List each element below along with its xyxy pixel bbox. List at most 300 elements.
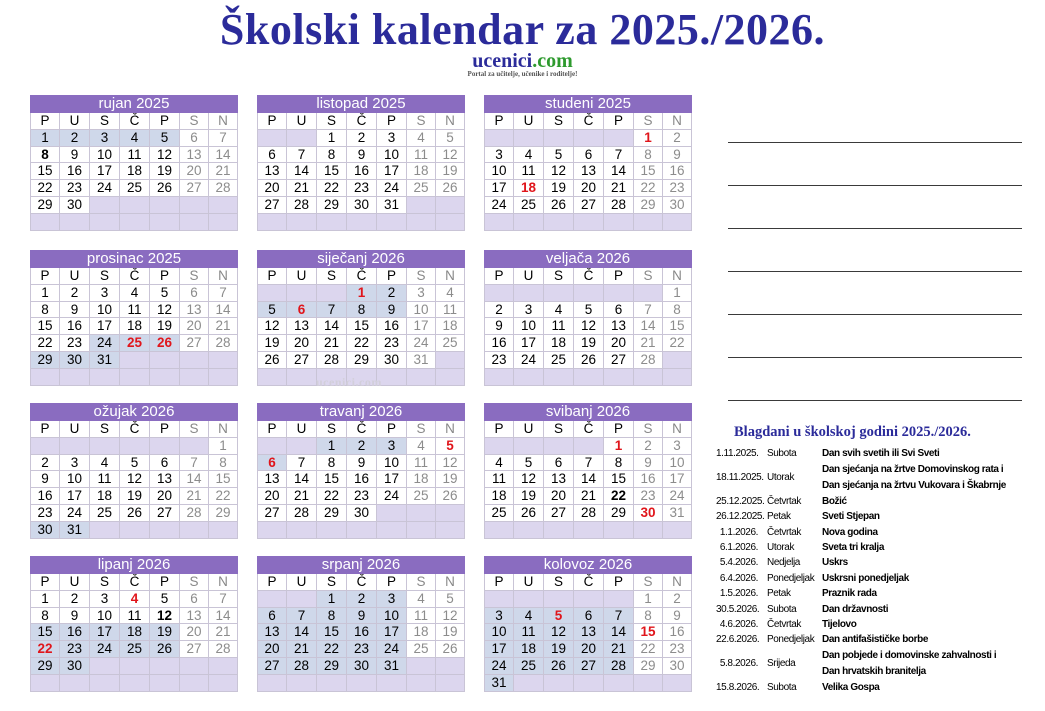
empty-cell — [663, 675, 692, 692]
day-cell: 28 — [574, 505, 604, 522]
day-cell: 21 — [604, 180, 634, 197]
day-cell: 25 — [407, 180, 436, 197]
holiday-date: 1.11.2025. — [716, 448, 759, 460]
holiday-name: Dan sjećanja na žrtve Domovinskog rata i Dan sjećanja na žrtvu Vukovara i Škabrnje — [822, 464, 1006, 492]
day-cell: 17 — [90, 318, 120, 335]
weekday-label: U — [514, 421, 544, 438]
empty-cell — [544, 522, 574, 539]
month-11 — [257, 556, 465, 692]
day-cell: 24 — [377, 488, 407, 505]
month-days-grid — [484, 268, 692, 386]
day-cell: 14 — [287, 471, 317, 488]
day-cell: 31 — [377, 658, 407, 675]
empty-cell — [257, 522, 287, 539]
month-1 — [30, 95, 238, 231]
day-cell: 12 — [574, 318, 604, 335]
holiday-row — [716, 571, 1036, 586]
month-header: srpanj 2026 — [257, 556, 465, 574]
empty-cell — [377, 522, 407, 539]
empty-cell — [634, 369, 663, 386]
day-cell: 16 — [377, 318, 407, 335]
day-cell: 24 — [90, 180, 120, 197]
day-cell: 13 — [574, 163, 604, 180]
day-cell: 2 — [347, 130, 377, 147]
weekday-label: U — [60, 574, 90, 591]
day-cell: 6 — [150, 455, 180, 472]
day-cell: 20 — [180, 624, 209, 641]
day-cell: 20 — [180, 318, 209, 335]
weekday-label: S — [180, 421, 209, 438]
day-cell: 2 — [663, 130, 692, 147]
empty-cell — [377, 505, 407, 522]
day-cell: 20 — [150, 488, 180, 505]
day-cell: 12 — [436, 455, 465, 472]
day-cell: 17 — [60, 488, 90, 505]
day-cell: 6 — [180, 130, 209, 147]
day-cell: 17 — [377, 163, 407, 180]
day-cell: 21 — [209, 163, 238, 180]
holiday-date: 1.5.2026. — [719, 588, 758, 600]
day-cell: 10 — [377, 608, 407, 625]
empty-cell — [604, 675, 634, 692]
empty-cell — [317, 675, 347, 692]
empty-cell — [574, 675, 604, 692]
empty-cell — [604, 522, 634, 539]
day-cell: 11 — [407, 147, 436, 164]
empty-cell — [574, 522, 604, 539]
day-cell: 2 — [634, 438, 663, 455]
empty-cell — [544, 369, 574, 386]
page-title: Školski kalendar za 2025./2026. — [219, 5, 826, 54]
holiday-weekday: Utorak — [767, 472, 795, 484]
day-cell: 7 — [317, 302, 347, 319]
holiday-weekday: Ponedjeljak — [767, 572, 815, 584]
holiday-row — [716, 447, 1036, 462]
day-cell: 27 — [257, 505, 287, 522]
day-cell: 10 — [377, 147, 407, 164]
weekday-label: P — [377, 268, 407, 285]
day-cell: 6 — [257, 608, 287, 625]
weekday-label: P — [377, 113, 407, 130]
day-cell: 19 — [436, 624, 465, 641]
holiday-row — [716, 648, 1036, 680]
day-cell: 10 — [407, 302, 436, 319]
month-4 — [30, 250, 238, 386]
day-cell: 21 — [287, 641, 317, 658]
day-cell: 3 — [90, 285, 120, 302]
empty-cell — [484, 130, 514, 147]
empty-cell — [436, 505, 465, 522]
day-cell: 18 — [484, 488, 514, 505]
day-cell: 28 — [287, 197, 317, 214]
empty-cell — [60, 214, 90, 231]
day-cell: 7 — [604, 147, 634, 164]
day-cell: 13 — [574, 624, 604, 641]
month-days-grid — [257, 268, 465, 386]
day-cell: 25 — [120, 335, 150, 352]
day-cell: 18 — [436, 318, 465, 335]
holiday-name: Sveta tri kralja — [822, 542, 884, 554]
weekday-label: P — [377, 574, 407, 591]
day-cell: 24 — [90, 335, 120, 352]
empty-cell — [257, 130, 287, 147]
day-cell: 11 — [120, 302, 150, 319]
month-days-grid — [30, 574, 238, 692]
empty-cell — [257, 369, 287, 386]
holiday-row — [716, 633, 1036, 648]
notes-lines — [728, 100, 1022, 401]
day-cell: 9 — [663, 147, 692, 164]
empty-cell — [634, 675, 663, 692]
day-cell: 26 — [150, 180, 180, 197]
holiday-weekday: Petak — [767, 588, 791, 600]
day-cell: 16 — [634, 471, 663, 488]
empty-cell — [257, 675, 287, 692]
day-cell: 25 — [484, 505, 514, 522]
day-cell: 15 — [634, 163, 663, 180]
empty-cell — [287, 130, 317, 147]
day-cell: 4 — [90, 455, 120, 472]
empty-cell — [209, 658, 238, 675]
empty-cell — [317, 522, 347, 539]
day-cell: 8 — [317, 608, 347, 625]
holiday-weekday: Četvrtak — [767, 495, 802, 507]
weekday-label: P — [484, 268, 514, 285]
day-cell: 22 — [30, 335, 60, 352]
day-cell: 17 — [663, 471, 692, 488]
day-cell: 25 — [514, 197, 544, 214]
month-2 — [257, 95, 465, 231]
day-cell: 27 — [257, 197, 287, 214]
day-cell: 9 — [30, 471, 60, 488]
holiday-weekday: Subota — [767, 603, 797, 615]
day-cell: 7 — [209, 285, 238, 302]
weekday-label: U — [287, 268, 317, 285]
day-cell: 11 — [90, 471, 120, 488]
holiday-name: Sveti Stjepan — [822, 511, 880, 523]
day-cell: 20 — [604, 335, 634, 352]
month-12 — [484, 556, 692, 692]
weekday-label: Č — [120, 574, 150, 591]
weekday-label: Č — [347, 113, 377, 130]
weekday-label: P — [484, 421, 514, 438]
day-cell: 6 — [604, 302, 634, 319]
day-cell: 13 — [257, 624, 287, 641]
day-cell: 20 — [574, 641, 604, 658]
weekday-label: U — [514, 268, 544, 285]
empty-cell — [544, 591, 574, 608]
holiday-row — [716, 541, 1036, 556]
weekday-label: N — [209, 421, 238, 438]
empty-cell — [120, 658, 150, 675]
day-cell: 8 — [634, 147, 663, 164]
day-cell: 17 — [90, 624, 120, 641]
day-cell: 25 — [90, 505, 120, 522]
weekday-label: N — [663, 113, 692, 130]
day-cell: 15 — [30, 163, 60, 180]
day-cell: 23 — [484, 352, 514, 369]
month-days-grid — [30, 421, 238, 539]
weekday-label: S — [90, 113, 120, 130]
day-cell: 30 — [60, 352, 90, 369]
empty-cell — [30, 369, 60, 386]
day-cell: 21 — [180, 488, 209, 505]
month-days-grid — [257, 421, 465, 539]
month-3 — [484, 95, 692, 231]
empty-cell — [317, 285, 347, 302]
weekday-label: Č — [347, 574, 377, 591]
day-cell: 24 — [90, 641, 120, 658]
month-header: veljača 2026 — [484, 250, 692, 268]
day-cell: 6 — [287, 302, 317, 319]
weekday-label: Č — [120, 421, 150, 438]
day-cell: 8 — [209, 455, 238, 472]
day-cell: 17 — [484, 180, 514, 197]
day-cell: 24 — [484, 658, 514, 675]
day-cell: 5 — [544, 147, 574, 164]
empty-cell — [514, 522, 544, 539]
day-cell: 4 — [484, 455, 514, 472]
weekday-label: U — [60, 421, 90, 438]
day-cell: 27 — [574, 197, 604, 214]
holiday-name: Uskrsni ponedjeljak — [822, 572, 909, 584]
day-cell: 18 — [120, 163, 150, 180]
day-cell: 2 — [60, 591, 90, 608]
weekday-label: Č — [120, 113, 150, 130]
holidays-list — [716, 447, 1036, 696]
day-cell: 1 — [317, 591, 347, 608]
holidays-title: Blagdani u školskoj godini 2025./2026. — [734, 424, 971, 440]
holiday-name: Dan državnosti — [822, 603, 889, 615]
month-header: svibanj 2026 — [484, 403, 692, 421]
day-cell: 16 — [663, 624, 692, 641]
empty-cell — [30, 438, 60, 455]
weekday-label: N — [663, 421, 692, 438]
day-cell: 4 — [407, 591, 436, 608]
day-cell: 2 — [377, 285, 407, 302]
day-cell: 28 — [287, 505, 317, 522]
day-cell: 19 — [150, 318, 180, 335]
day-cell: 7 — [209, 591, 238, 608]
empty-cell — [436, 352, 465, 369]
day-cell: 10 — [377, 455, 407, 472]
empty-cell — [634, 214, 663, 231]
day-cell: 28 — [604, 197, 634, 214]
day-cell: 15 — [209, 471, 238, 488]
holiday-name: Praznik rada — [822, 588, 877, 600]
weekday-label: P — [30, 113, 60, 130]
day-cell: 22 — [663, 335, 692, 352]
day-cell: 13 — [257, 471, 287, 488]
empty-cell — [209, 675, 238, 692]
holiday-date: 6.4.2026. — [719, 572, 758, 584]
day-cell: 25 — [436, 335, 465, 352]
weekday-label: P — [257, 574, 287, 591]
day-cell: 27 — [257, 658, 287, 675]
day-cell: 22 — [30, 641, 60, 658]
empty-cell — [484, 591, 514, 608]
empty-cell — [514, 675, 544, 692]
empty-cell — [90, 658, 120, 675]
day-cell: 21 — [604, 641, 634, 658]
empty-cell — [209, 197, 238, 214]
weekday-label: N — [209, 574, 238, 591]
day-cell: 24 — [663, 488, 692, 505]
empty-cell — [574, 438, 604, 455]
weekday-label: S — [180, 113, 209, 130]
day-cell: 26 — [544, 197, 574, 214]
day-cell: 8 — [634, 608, 663, 625]
day-cell: 25 — [407, 488, 436, 505]
day-cell: 20 — [257, 488, 287, 505]
day-cell: 13 — [287, 318, 317, 335]
empty-cell — [257, 285, 287, 302]
holiday-weekday: Subota — [767, 448, 797, 460]
empty-cell — [574, 369, 604, 386]
day-cell: 17 — [484, 641, 514, 658]
day-cell: 21 — [317, 335, 347, 352]
day-cell: 20 — [544, 488, 574, 505]
day-cell: 15 — [604, 471, 634, 488]
day-cell: 31 — [484, 675, 514, 692]
day-cell: 9 — [347, 608, 377, 625]
day-cell: 22 — [634, 180, 663, 197]
day-cell: 2 — [60, 285, 90, 302]
empty-cell — [209, 214, 238, 231]
month-days-grid — [484, 421, 692, 539]
day-cell: 18 — [514, 641, 544, 658]
month-header: listopad 2025 — [257, 95, 465, 113]
day-cell: 14 — [209, 147, 238, 164]
day-cell: 10 — [60, 471, 90, 488]
day-cell: 16 — [60, 624, 90, 641]
holiday-weekday: Ponedjeljak — [767, 634, 815, 646]
empty-cell — [663, 352, 692, 369]
month-days-grid — [484, 113, 692, 231]
day-cell: 26 — [574, 352, 604, 369]
empty-cell — [436, 214, 465, 231]
day-cell: 14 — [287, 163, 317, 180]
holiday-name: Tijelovo — [822, 619, 857, 630]
day-cell: 19 — [257, 335, 287, 352]
empty-cell — [90, 214, 120, 231]
empty-cell — [287, 522, 317, 539]
day-cell: 14 — [287, 624, 317, 641]
day-cell: 28 — [604, 658, 634, 675]
day-cell: 23 — [347, 641, 377, 658]
empty-cell — [436, 675, 465, 692]
weekday-label: U — [287, 113, 317, 130]
holiday-row — [716, 556, 1036, 571]
empty-cell — [544, 214, 574, 231]
day-cell: 18 — [90, 488, 120, 505]
empty-cell — [514, 591, 544, 608]
empty-cell — [377, 675, 407, 692]
day-cell: 28 — [209, 180, 238, 197]
day-cell: 5 — [436, 130, 465, 147]
day-cell: 16 — [60, 318, 90, 335]
day-cell: 20 — [287, 335, 317, 352]
empty-cell — [407, 522, 436, 539]
day-cell: 14 — [634, 318, 663, 335]
day-cell: 3 — [484, 147, 514, 164]
empty-cell — [209, 522, 238, 539]
weekday-label: P — [604, 268, 634, 285]
empty-cell — [407, 197, 436, 214]
day-cell: 4 — [514, 608, 544, 625]
empty-cell — [150, 197, 180, 214]
empty-cell — [180, 658, 209, 675]
day-cell: 26 — [436, 488, 465, 505]
holiday-date: 25.12.2025. — [716, 495, 765, 507]
empty-cell — [60, 438, 90, 455]
weekday-label: N — [436, 113, 465, 130]
empty-cell — [574, 130, 604, 147]
weekday-label: N — [436, 574, 465, 591]
day-cell: 4 — [120, 285, 150, 302]
empty-cell — [514, 130, 544, 147]
day-cell: 1 — [30, 130, 60, 147]
day-cell: 22 — [604, 488, 634, 505]
day-cell: 3 — [377, 438, 407, 455]
day-cell: 21 — [574, 488, 604, 505]
weekday-label: S — [407, 268, 436, 285]
day-cell: 22 — [317, 488, 347, 505]
day-cell: 27 — [150, 505, 180, 522]
day-cell: 27 — [287, 352, 317, 369]
empty-cell — [347, 214, 377, 231]
watermark: ucenici.com — [316, 375, 382, 389]
empty-cell — [150, 658, 180, 675]
month-header: lipanj 2026 — [30, 556, 238, 574]
empty-cell — [436, 522, 465, 539]
day-cell: 8 — [30, 147, 60, 164]
day-cell: 1 — [604, 438, 634, 455]
empty-cell — [663, 214, 692, 231]
empty-cell — [317, 214, 347, 231]
day-cell: 31 — [90, 352, 120, 369]
day-cell: 25 — [544, 352, 574, 369]
day-cell: 1 — [209, 438, 238, 455]
day-cell: 10 — [663, 455, 692, 472]
day-cell: 1 — [317, 130, 347, 147]
day-cell: 1 — [663, 285, 692, 302]
day-cell: 4 — [544, 302, 574, 319]
empty-cell — [180, 438, 209, 455]
empty-cell — [209, 369, 238, 386]
day-cell: 30 — [347, 505, 377, 522]
day-cell: 2 — [663, 591, 692, 608]
day-cell: 19 — [544, 641, 574, 658]
day-cell: 5 — [514, 455, 544, 472]
day-cell: 30 — [663, 658, 692, 675]
day-cell: 2 — [30, 455, 60, 472]
weekday-label: P — [257, 421, 287, 438]
holiday-date: 5.8.2026. — [719, 658, 758, 670]
empty-cell — [484, 285, 514, 302]
day-cell: 17 — [377, 624, 407, 641]
month-9 — [484, 403, 692, 539]
day-cell: 8 — [663, 302, 692, 319]
day-cell: 23 — [663, 180, 692, 197]
weekday-label: P — [150, 113, 180, 130]
day-cell: 9 — [663, 608, 692, 625]
day-cell: 17 — [407, 318, 436, 335]
day-cell: 31 — [60, 522, 90, 539]
day-cell: 24 — [407, 335, 436, 352]
day-cell: 19 — [150, 163, 180, 180]
weekday-label: S — [317, 421, 347, 438]
